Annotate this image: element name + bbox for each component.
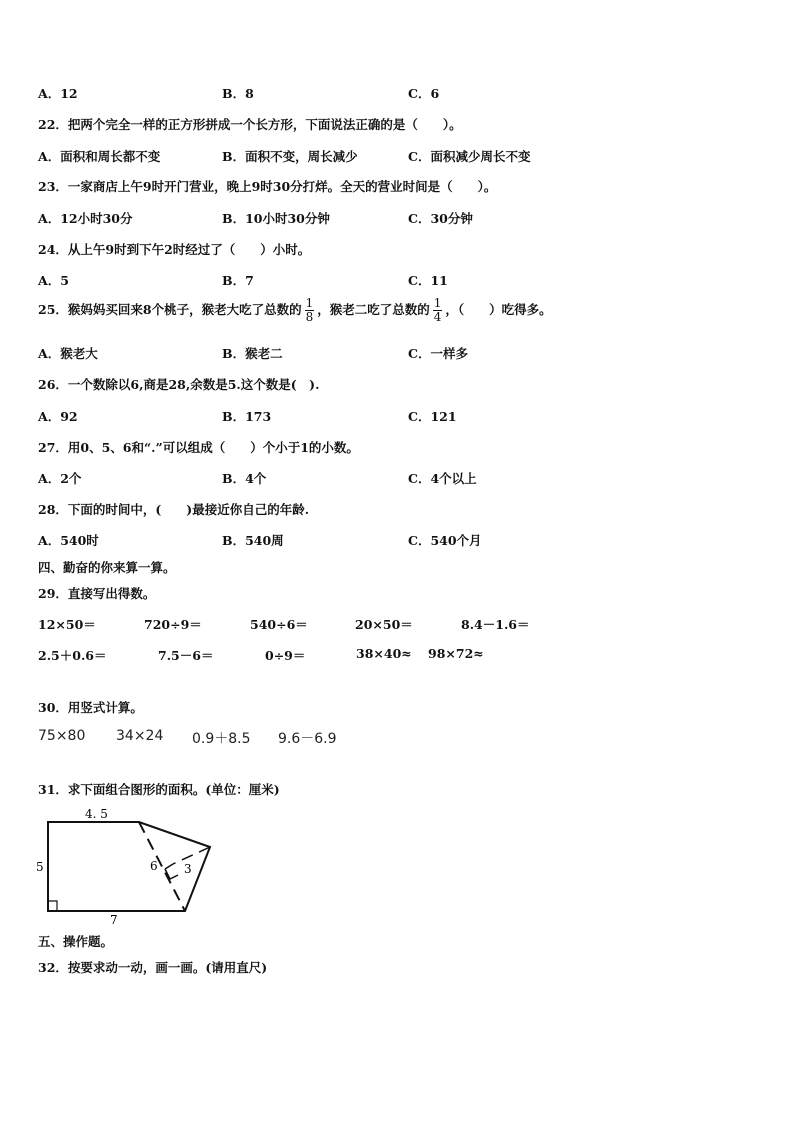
q28-question: 28．下面的时间中，( )最接近你自己的年龄. (38, 502, 310, 517)
q24-option-c: C．11 (408, 273, 448, 288)
q25-text-part2: ，猴老二吃了总数的 (317, 302, 430, 317)
q30-item-2: 34×24 (116, 728, 164, 744)
q26-option-c: C．121 (408, 409, 457, 424)
q23-option-c: C．30分钟 (408, 211, 473, 226)
section-5-heading: 五、操作题。 (38, 934, 114, 949)
q22-option-b: B．面积不变，周长减少 (222, 149, 358, 164)
q29-calc-2: 720÷9＝ (144, 617, 202, 632)
q21-option-c: C．6 (408, 86, 440, 101)
q23-option-b: B．10小时30分钟 (222, 211, 330, 226)
q25-fraction-2: $\frac{1}{4}$ (433, 296, 442, 324)
q28-option-c: C．540个月 (408, 533, 482, 548)
label-bottom: 7 (110, 913, 118, 926)
q22-question: 22．把两个完全一样的正方形拼成一个长方形，下面说法正确的是（ ）。 (38, 117, 462, 132)
q30-item-3: 0.9＋8.5 (192, 731, 251, 747)
q25-option-a: A．猴老大 (38, 346, 98, 361)
q27-option-b: B．4个 (222, 471, 267, 486)
q22-option-c: C．面积减少周长不变 (408, 149, 531, 164)
q27-question: 27．用0、5、6和“.”可以组成（ ）个小于1的小数。 (38, 440, 359, 455)
q29-calc-3: 540÷6＝ (250, 617, 308, 632)
q27-option-c: C．4个以上 (408, 471, 477, 486)
q26-option-a: A．92 (38, 409, 78, 424)
q25-option-c: C．一样多 (408, 346, 468, 361)
q24-option-b: B．7 (222, 273, 254, 288)
q29-calc-9: 38×40≈ (356, 646, 412, 661)
q30-item-4: 9.6－6.9 (278, 731, 337, 747)
q24-question: 24．从上午9时到下午2时经过了（ ）小时。 (38, 242, 311, 257)
q25-text-part3: ，（ ）吃得多。 (445, 302, 552, 317)
q23-option-a: A．12小时30分 (38, 211, 133, 226)
q25-option-b: B．猴老二 (222, 346, 283, 361)
q29-calc-1: 12×50＝ (38, 617, 96, 632)
q25-text-part1: 25．猴妈妈买回来8个桃子，猴老大吃了总数的 (38, 302, 302, 317)
q28-option-b: B．540周 (222, 533, 284, 548)
label-top: 4. 5 (85, 807, 108, 821)
q30-item-1: 75×80 (38, 728, 86, 744)
q29-calc-6: 2.5＋0.6＝ (38, 648, 107, 663)
q22-option-a: A．面积和周长都不变 (38, 149, 161, 164)
q23-question: 23．一家商店上午9时开门营业，晚上9时30分打烊。全天的营业时间是（ ）。 (38, 179, 497, 194)
q24-option-a: A．5 (38, 273, 69, 288)
q29-question: 29．直接写出得数。 (38, 586, 156, 601)
q25-fraction-1: $\frac{1}{8}$ (305, 296, 314, 324)
label-base: 3 (184, 862, 192, 876)
section-4-heading: 四、勤奋的你来算一算。 (38, 560, 176, 575)
q21-option-a: A．12 (38, 86, 78, 101)
q30-question: 30．用竖式计算。 (38, 700, 143, 715)
q29-calc-8: 0÷9＝ (265, 648, 306, 663)
q29-calc-10: 98×72≈ (428, 646, 484, 661)
q27-option-a: A．2个 (38, 471, 82, 486)
q21-option-b: B．8 (222, 86, 254, 101)
label-height: 6 (150, 859, 158, 873)
q29-calc-7: 7.5－6＝ (158, 648, 214, 663)
q29-calc-5: 8.4－1.6＝ (461, 617, 530, 632)
q32-question: 32．按要求动一动，画一画。(请用直尺) (38, 960, 268, 975)
q25-question (38, 297, 552, 324)
q31-question: 31．求下面组合图形的面积。(单位：厘米) (38, 782, 280, 797)
q26-option-b: B．173 (222, 409, 272, 424)
q26-question: 26．一个数除以6,商是28,余数是5.这个数是( ). (38, 377, 320, 392)
q29-calc-4: 20×50＝ (355, 617, 413, 632)
q28-option-a: A．540时 (38, 533, 99, 548)
label-left: 5 (36, 860, 44, 874)
composite-figure (30, 806, 250, 926)
